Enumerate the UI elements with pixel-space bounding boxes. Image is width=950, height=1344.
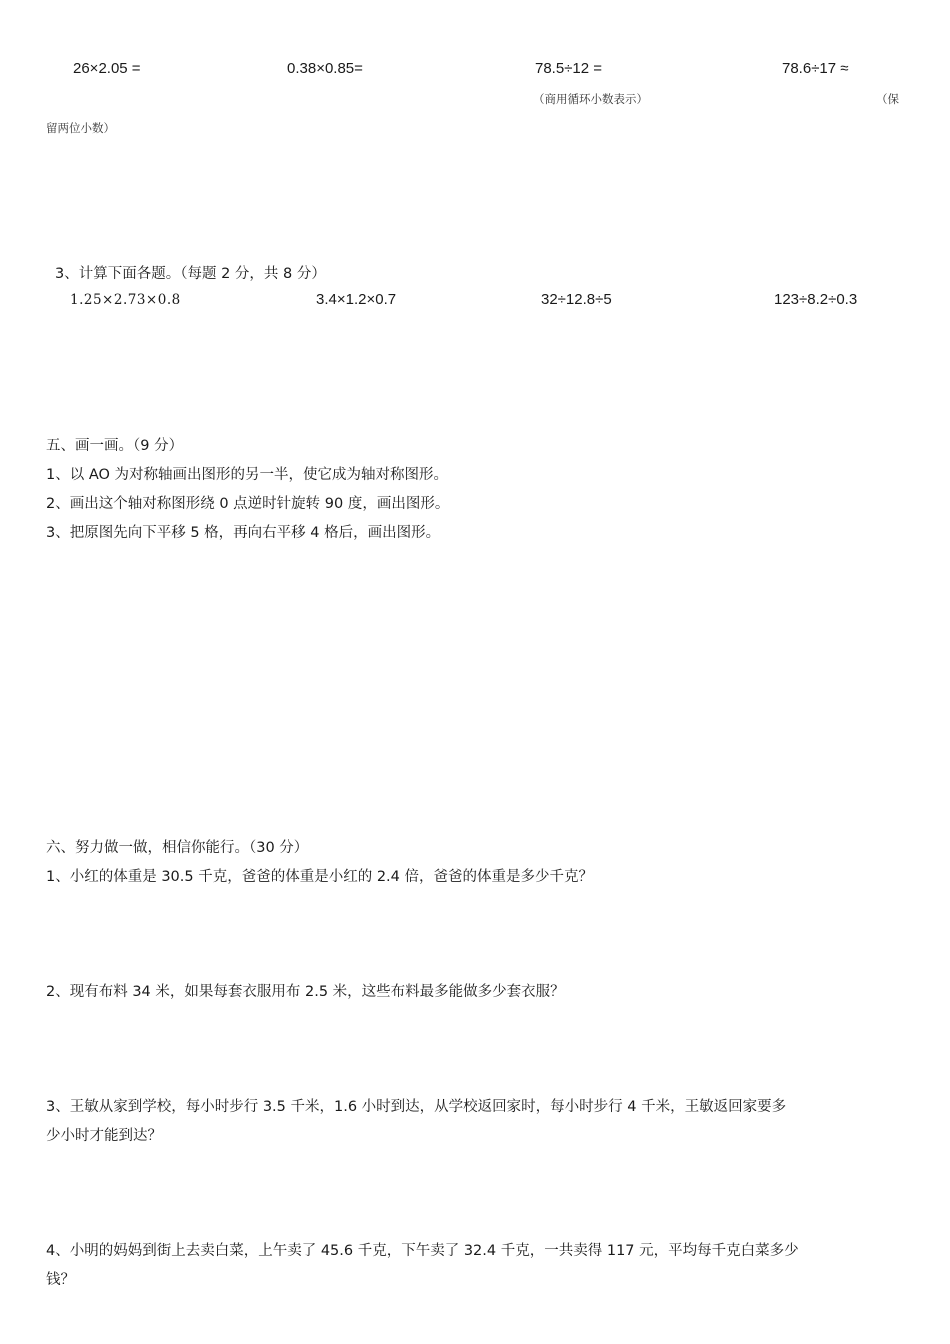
- section5-item-3: 3、把原图先向下平移 5 格，再向右平移 4 格后，画出图形。: [46, 525, 441, 541]
- word-problem-4-line-1: 4、小明的妈妈到街上去卖白菜，上午卖了 45.6 千克，下午卖了 32.4 千克，一共卖得 117 元，平均每千克白菜多少: [46, 1243, 799, 1259]
- calc-item-0.38x0.85: 0.38×0.85=: [287, 60, 363, 77]
- calc-item-1.25x2.73x0.8: 1.25×2.73×0.8: [70, 292, 181, 308]
- calc-item-3.4x1.2x0.7: 3.4×1.2×0.7: [316, 291, 397, 308]
- word-problem-1: 1、小红的体重是 30.5 千克，爸爸的体重是小红的 2.4 倍，爸爸的体重是多少千克？: [46, 869, 594, 885]
- section6-heading: 六、努力做一做，相信你能行。（30 分）: [46, 840, 309, 856]
- note-round-start: （保: [876, 92, 899, 106]
- calc-item-32div12.8div5: 32÷12.8÷5: [541, 291, 612, 308]
- note-repeating-decimal: （商用循环小数表示）: [533, 92, 648, 106]
- calc-item-78.5div12: 78.5÷12 =: [535, 60, 603, 77]
- word-problem-2: 2、现有布料 34 米，如果每套衣服用布 2.5 米，这些布料最多能做多少套衣服？: [46, 984, 565, 1000]
- section5-heading: 五、画一画。（9 分）: [46, 438, 184, 454]
- section3-heading: 3、计算下面各题。（每题 2 分，共 8 分）: [55, 266, 326, 282]
- section5-item-2: 2、画出这个轴对称图形绕 0 点逆时针旋转 90 度，画出图形。: [46, 496, 450, 512]
- note-round-end: 留两位小数）: [46, 121, 115, 135]
- section5-item-1: 1、以 AO 为对称轴画出图形的另一半，使它成为轴对称图形。: [46, 467, 449, 483]
- calc-item-123div8.2div0.3: 123÷8.2÷0.3: [774, 291, 858, 308]
- word-problem-4-line-2: 钱？: [46, 1272, 75, 1288]
- word-problem-3-line-1: 3、王敏从家到学校，每小时步行 3.5 千米，1.6 小时到达，从学校返回家时，每小时步行 4 千米，王敏返回家要多: [46, 1099, 787, 1115]
- calc-item-26x2.05: 26×2.05 =: [73, 60, 141, 77]
- word-problem-3-line-2: 少小时才能到达？: [46, 1128, 162, 1144]
- calc-item-78.6div17: 78.6÷17 ≈: [782, 60, 849, 77]
